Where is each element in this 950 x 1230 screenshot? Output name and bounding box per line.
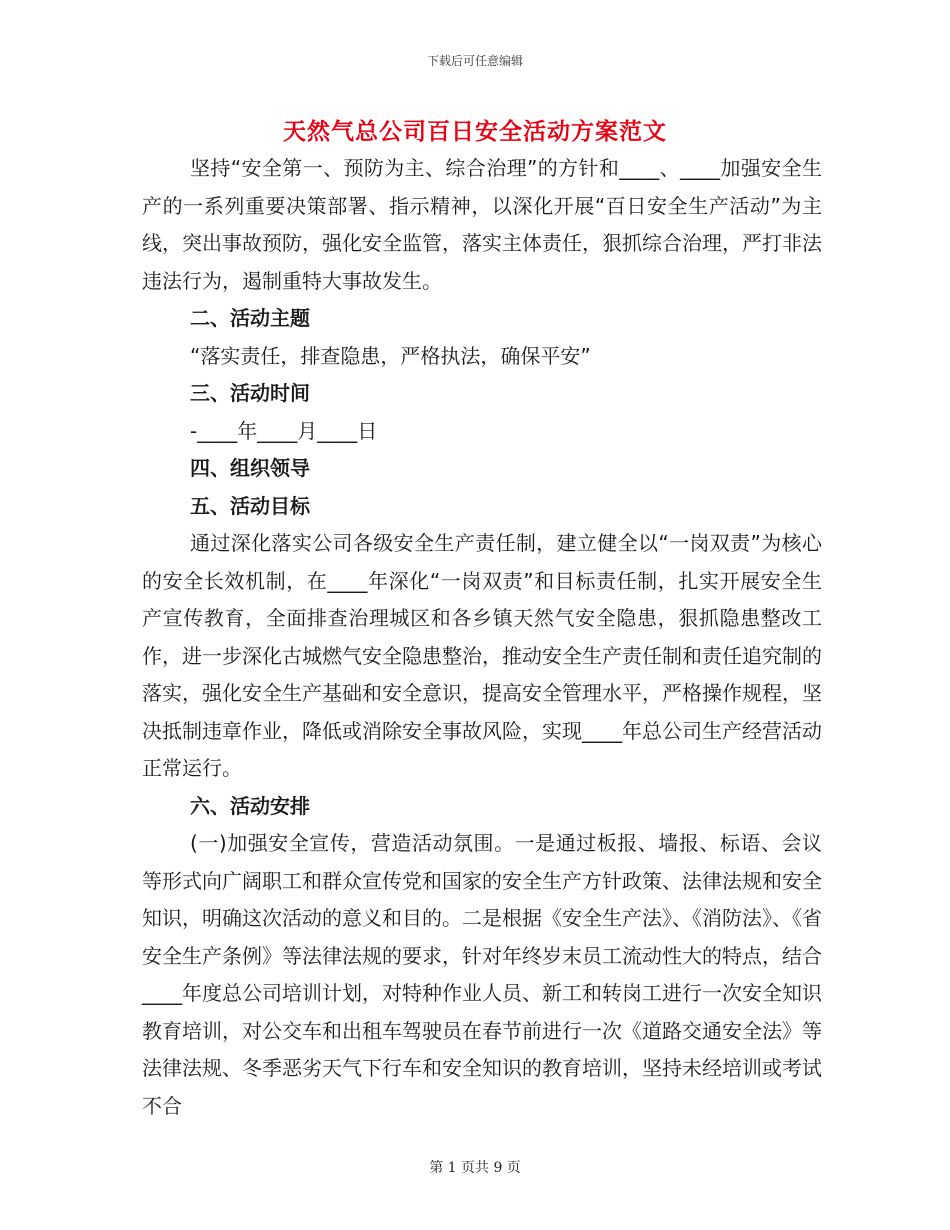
section-heading-theme: 二、活动主题 (190, 306, 310, 330)
section-heading-goals: 五、活动目标 (190, 493, 310, 518)
document-body (142, 150, 822, 1125)
page-number: 第 1 页共 9 页 (429, 1160, 521, 1176)
section-heading-time: 三、活动时间 (190, 381, 310, 405)
section-heading-leadership: 四、组织领导 (190, 456, 310, 480)
goals-paragraph: 通过深化落实公司各级安全生产责任制，建立健全以“一岗双责”为核心的安全长效机制，在____年深化“一岗双责”和目标责任制，扎实开展安全生产宣传教育，全面排查治理城区和各乡镇天然气安全隐患，狠抓隐患整改工作，进一步深化古城燃气安全隐患整治，推动安全生产责任制和责任追究制的落实，强化安全生产基础和安全意识，提高安全管理水平，严格操作规程，坚决抵制违章作业，降低或消除安全事故风险，实现____年总公司生产经营活动正常运行。 (142, 531, 822, 780)
document-title: 天然气总公司百日安全活动方案范文 (283, 119, 667, 145)
header-note: 下载后可任意编辑 (426, 54, 523, 68)
theme-paragraph: “落实责任，排查隐患，严格执法，确保平安” (190, 343, 591, 368)
time-paragraph: -____年____月____日 (190, 418, 378, 443)
arrangement-paragraph: (一)加强安全宣传，营造活动氛围。一是通过板报、墙报、标语、会议等形式向广阔职工和群众宣传党和国家的安全生产方针政策、法律法规和安全知识，明确这次活动的意义和目的。二是根据《安全生产法》、《消防法》、《省安全生产条例》等法律法规的要求，针对年终岁末员工流动性大的特点，结合____年度总公司培训计划，对特种作业人员、新工和转岗工进行一次安全知识教育培训，对公交车和出租车驾驶员在春节前进行一次《道路交通安全法》等法律法规、冬季恶劣天气下行车和安全知识的教育培训，坚持未经培训或考试不合 (142, 831, 822, 1118)
intro-paragraph: 坚持“安全第一、预防为主、综合治理”的方针和____、____加强安全生产的一系列重要决策部署、指示精神，以深化开展“百日安全生产活动”为主线，突出事故预防，强化安全监管，落实主体责任，狠抓综合治理，严打非法违法行为，遏制重特大事故发生。 (142, 156, 822, 293)
section-heading-arrangement: 六、活动安排 (190, 793, 310, 818)
